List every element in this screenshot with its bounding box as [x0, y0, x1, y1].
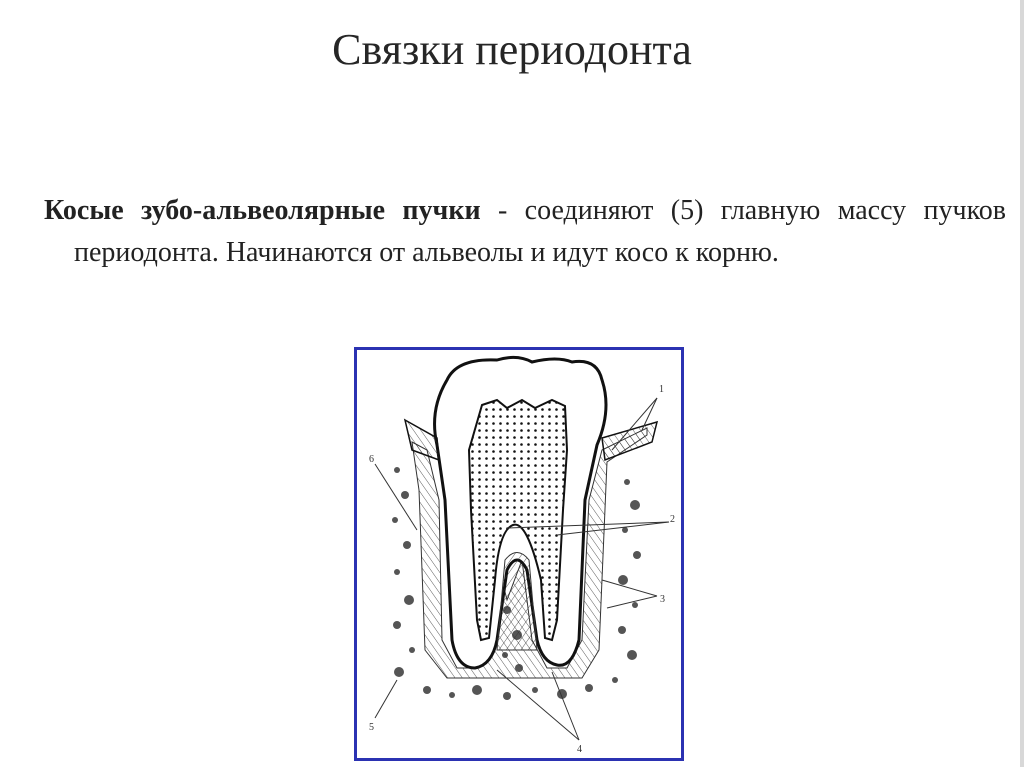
label-3: 3 [660, 594, 665, 605]
label-6: 6 [369, 454, 374, 465]
label-5: 5 [369, 722, 374, 733]
slide-title: Связки периодонта [332, 25, 692, 74]
tooth-diagram [357, 350, 681, 758]
body-paragraph [44, 190, 1006, 274]
tooth-diagram-frame [354, 347, 684, 761]
term-description: - соединяют (5) главную массу пучков периодонта. Начинаются от альвеолы и идут косо к корню. [74, 195, 1006, 268]
gingiva-right [602, 422, 657, 460]
slide-edge [1020, 0, 1024, 767]
term-bold: Косые зубо-альвеолярные пучки [44, 195, 481, 226]
label-4: 4 [577, 744, 582, 755]
label-1: 1 [659, 384, 664, 395]
label-2: 2 [670, 514, 675, 525]
